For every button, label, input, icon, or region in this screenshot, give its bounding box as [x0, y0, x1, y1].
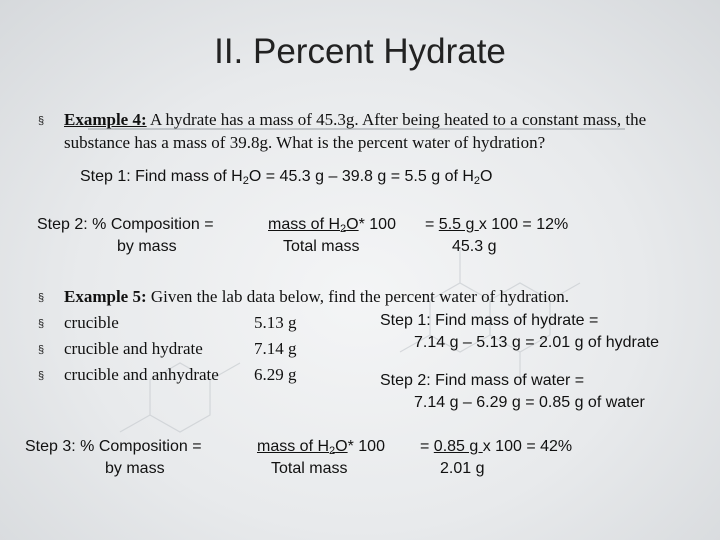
step1a-pre: Step 1: Find mass of H	[80, 168, 243, 185]
step2a-label1: Step 2: % Composition =	[37, 216, 214, 233]
step3-num-post: O	[335, 438, 348, 455]
step2a-denominator: Total mass	[283, 238, 360, 255]
example5-label: Example 5:	[64, 287, 147, 306]
step1b-line1: Step 1: Find mass of hydrate =	[380, 312, 599, 329]
bullet-example4: §	[38, 115, 45, 127]
step3-res-rest: x 100 = 42%	[482, 438, 573, 455]
data-row-value-0: 5.13 g	[254, 313, 297, 332]
bullet-row-2: §	[38, 370, 45, 382]
step3-result-denominator: 2.01 g	[440, 460, 485, 477]
example4-line1	[64, 110, 646, 130]
step2a-numerator	[268, 216, 396, 234]
step2a-num-underlined	[268, 216, 359, 233]
step2a-num-sub: 2	[340, 223, 347, 235]
slide-title: II. Percent Hydrate	[214, 32, 506, 71]
data-row-label-1: crucible and hydrate	[64, 339, 203, 358]
example4-text1: A hydrate has a mass of 45.3g. After being heated to a constant mass, the	[146, 110, 647, 129]
step1a-sub2: 2	[473, 175, 481, 187]
example5-text: Given the lab data below, find the percent water of hydration.	[146, 287, 569, 306]
step3-denominator: Total mass	[271, 460, 348, 477]
step1-water-mass	[80, 168, 492, 186]
step1a-mid: O = 45.3 g – 39.8 g = 5.5 g of H	[248, 168, 474, 185]
bullet-example5: §	[38, 292, 45, 304]
step3-res-num: 0.85 g	[433, 438, 483, 455]
bullet-row-0: §	[38, 318, 45, 330]
step3-numerator	[257, 438, 385, 456]
step1a-sub: 2	[242, 175, 249, 187]
step2b-line2: 7.14 g – 6.29 g = 0.85 g of water	[414, 394, 645, 411]
step2a-label2: by mass	[117, 238, 177, 255]
step2a-res-rest: x 100 = 12%	[478, 216, 569, 233]
step3-num-underlined	[257, 438, 348, 455]
step2a-res-eq: =	[425, 216, 439, 233]
step3-label2: by mass	[105, 460, 165, 477]
step2a-num-post: O	[346, 216, 359, 233]
data-row-label-0: crucible	[64, 313, 119, 332]
step3-res-eq: =	[420, 438, 434, 455]
step2b-line1: Step 2: Find mass of water =	[380, 372, 585, 389]
step2a-num-rest: * 100	[358, 216, 396, 233]
data-row-value-2: 6.29 g	[254, 365, 297, 384]
step2a-num-pre: mass of H	[268, 216, 341, 233]
step3-result	[420, 438, 572, 456]
data-row-value-1: 7.14 g	[254, 339, 297, 358]
data-row-label-2: crucible and anhydrate	[64, 365, 219, 384]
step3-num-rest: * 100	[347, 438, 385, 455]
step3-num-pre: mass of H	[257, 438, 330, 455]
step2a-result	[425, 216, 568, 234]
example4-label: Example 4:	[64, 110, 147, 129]
example5-line	[64, 287, 569, 307]
step2a-res-num: 5.5 g	[438, 216, 479, 233]
step3-num-sub: 2	[329, 445, 336, 457]
example4-line2: substance has a mass of 39.8g. What is the percent water of hydration?	[64, 133, 546, 152]
step1b-line2: 7.14 g – 5.13 g = 2.01 g of hydrate	[414, 334, 660, 351]
step3-label1: Step 3: % Composition =	[25, 438, 202, 455]
step2a-result-denominator: 45.3 g	[452, 238, 497, 255]
bullet-row-1: §	[38, 344, 45, 356]
step1a-post: O	[480, 168, 493, 185]
